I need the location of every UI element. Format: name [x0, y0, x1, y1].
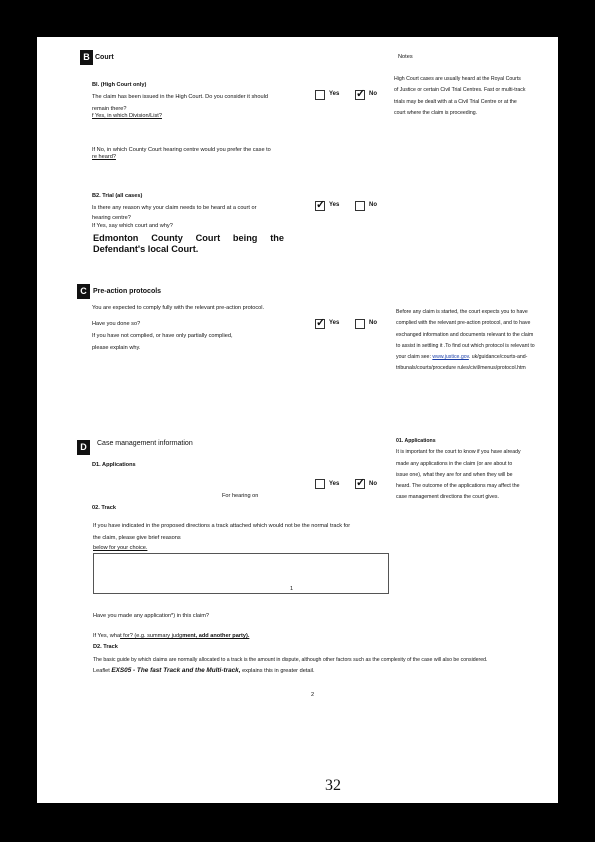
county-court-question-line1: If No, in which County Court hearing centre would you prefer the case to: [92, 147, 271, 153]
b2-answer-line1: Edmonton County Court being the: [93, 233, 284, 243]
c-notes-line: Before any claim is started, the court expects you to have: [396, 309, 528, 315]
b1-no-checkbox[interactable]: [355, 90, 365, 100]
d1-notes-line: It is important for the court to know if you have already: [396, 449, 521, 456]
c-no-label: No: [369, 320, 377, 326]
d1-notes-line: made any applications in the claim (or are about to: [396, 460, 513, 467]
page-number: 32: [325, 777, 341, 794]
b1-notes-line: court where the claim is proceeding.: [394, 109, 478, 116]
d1-notes-line: case management directions the court gives.: [396, 494, 499, 501]
d1-yes-label: Yes: [329, 481, 340, 487]
b1-heading: Bl. (High Court only): [92, 82, 147, 88]
c-notes-text: . uk/guidance/courts-and-: [468, 354, 528, 361]
b2-heading: B2. Trial (all cases): [92, 193, 143, 199]
b2-question-line1: Is there any reason why your claim needs to be heard at a court or: [92, 205, 257, 211]
section-d-badge: D: [77, 440, 90, 455]
d1-notes-line: heard. The outcome of the applications may affect the: [396, 483, 520, 490]
c-question-line3: If you have not complied, or have only partially complied,: [92, 333, 233, 339]
c-question-line1: You are expected to comply fully with the relevant pre-action protocol.: [92, 305, 265, 311]
d2-heading-top: 02. Track: [92, 505, 116, 511]
c-notes-text: your claim see:: [396, 354, 433, 361]
b1-notes-line: of Justice or certain Civil Trial Centres. Fast or multi-track: [394, 87, 526, 94]
b1-notes: [394, 74, 525, 119]
protocol-link[interactable]: www.justice.gov: [432, 354, 469, 361]
c-notes: [396, 307, 535, 375]
track-question-line1: If you have indicated in the proposed directions a track attached which would not be the normal track for: [93, 523, 351, 529]
c-question-line2: Have you done so?: [92, 321, 141, 327]
b1-notes-line: High Court cases are usually heard at the Royal Courts: [394, 76, 521, 82]
d1-yes-checkbox[interactable]: [315, 479, 325, 489]
d1-heading: D1. Applications: [92, 462, 136, 468]
textbox-number: 1: [290, 586, 294, 592]
b2-question-line3: If Yes, say which court and why?: [92, 223, 173, 229]
b2-yes-checkbox[interactable]: [315, 201, 325, 211]
d1-notes: [396, 436, 521, 504]
section-b-badge: B: [80, 50, 93, 65]
b1-no-label: No: [369, 91, 377, 97]
form-page: [37, 37, 558, 803]
c-question-line4: please explain why.: [92, 345, 141, 351]
county-court-question-line2: re heard?: [92, 154, 116, 160]
b1-yes-label: Yes: [329, 91, 340, 97]
leaflet-title: EXS05 - The fast Track and the Multi-track,: [111, 667, 241, 674]
small-page-number: 2: [311, 692, 315, 698]
leaflet-suffix: explains this in greater detail.: [240, 668, 315, 674]
section-b-title: Court: [95, 54, 114, 61]
section-c-badge: C: [77, 284, 90, 299]
b2-no-label: No: [369, 202, 377, 208]
c-notes-line: to assist in settling it .To find out which protocol is relevant to: [396, 342, 535, 349]
b2-answer: [93, 233, 284, 255]
b2-yes-label: Yes: [329, 202, 340, 208]
what-for-text: t for? (e.g. summary judg: [120, 633, 183, 639]
what-for-text: If Yes, wha: [93, 633, 121, 639]
section-c-title: Pre-action protocols: [93, 288, 162, 295]
d1-no-label: No: [369, 481, 377, 487]
what-for-text: ment, add another party).: [182, 633, 250, 639]
track-reasons-textbox[interactable]: [93, 553, 389, 594]
b2-no-checkbox[interactable]: [355, 201, 365, 211]
b1-yes-checkbox[interactable]: [315, 90, 325, 100]
track-question-line2: the claim, please give brief reasons: [93, 535, 181, 541]
b2-question-line2: hearing centre?: [92, 215, 131, 221]
track-question-line3: below for your choice.: [93, 545, 148, 551]
applications-question: Have you made any application*) in this claim?: [93, 613, 209, 619]
c-notes-line: exchanged information and documents relevant to the claim: [396, 331, 534, 338]
notes-heading: Notes: [398, 54, 413, 60]
for-hearing-on-label: For hearing on: [222, 493, 259, 499]
d1-no-checkbox[interactable]: [355, 479, 365, 489]
b1-question-line1: The claim has been issued in the High Court. Do you consider it should: [92, 94, 268, 100]
d2-heading: D2. Track: [93, 644, 118, 650]
c-notes-line: tribunals/courts/procedure rules/civil/menus/protocol.htm: [396, 365, 526, 372]
c-yes-label: Yes: [329, 320, 340, 326]
d1-notes-line: issue one), what they are for and when they will be: [396, 471, 513, 478]
b1-notes-line: trials may be dealt with at a Civil Trial Centre or at the: [394, 98, 517, 105]
b2-answer-line2: Defendant's local Court.: [93, 244, 199, 254]
section-d-title: Case management information: [97, 440, 193, 447]
leaflet-text: [93, 667, 315, 675]
leaflet-prefix: Leaflet: [93, 668, 112, 674]
c-yes-checkbox[interactable]: [315, 319, 325, 329]
b1-question-line2: remain there?: [92, 106, 127, 112]
c-notes-line: complied with the relevant pre-action protocol, and to have: [396, 320, 531, 327]
applications-what-for: [93, 633, 249, 640]
track-guide-text: The basic guide by which claims are normally allocated to a track is the amount in dispute, although other factors such as the complexity of the case will also be considered.: [93, 657, 488, 663]
b1-question-line3: f Yes, in which Division/List?: [92, 113, 162, 119]
d1-notes-heading: 01. Applications: [396, 438, 436, 444]
c-notes-line: [396, 352, 535, 363]
c-no-checkbox[interactable]: [355, 319, 365, 329]
